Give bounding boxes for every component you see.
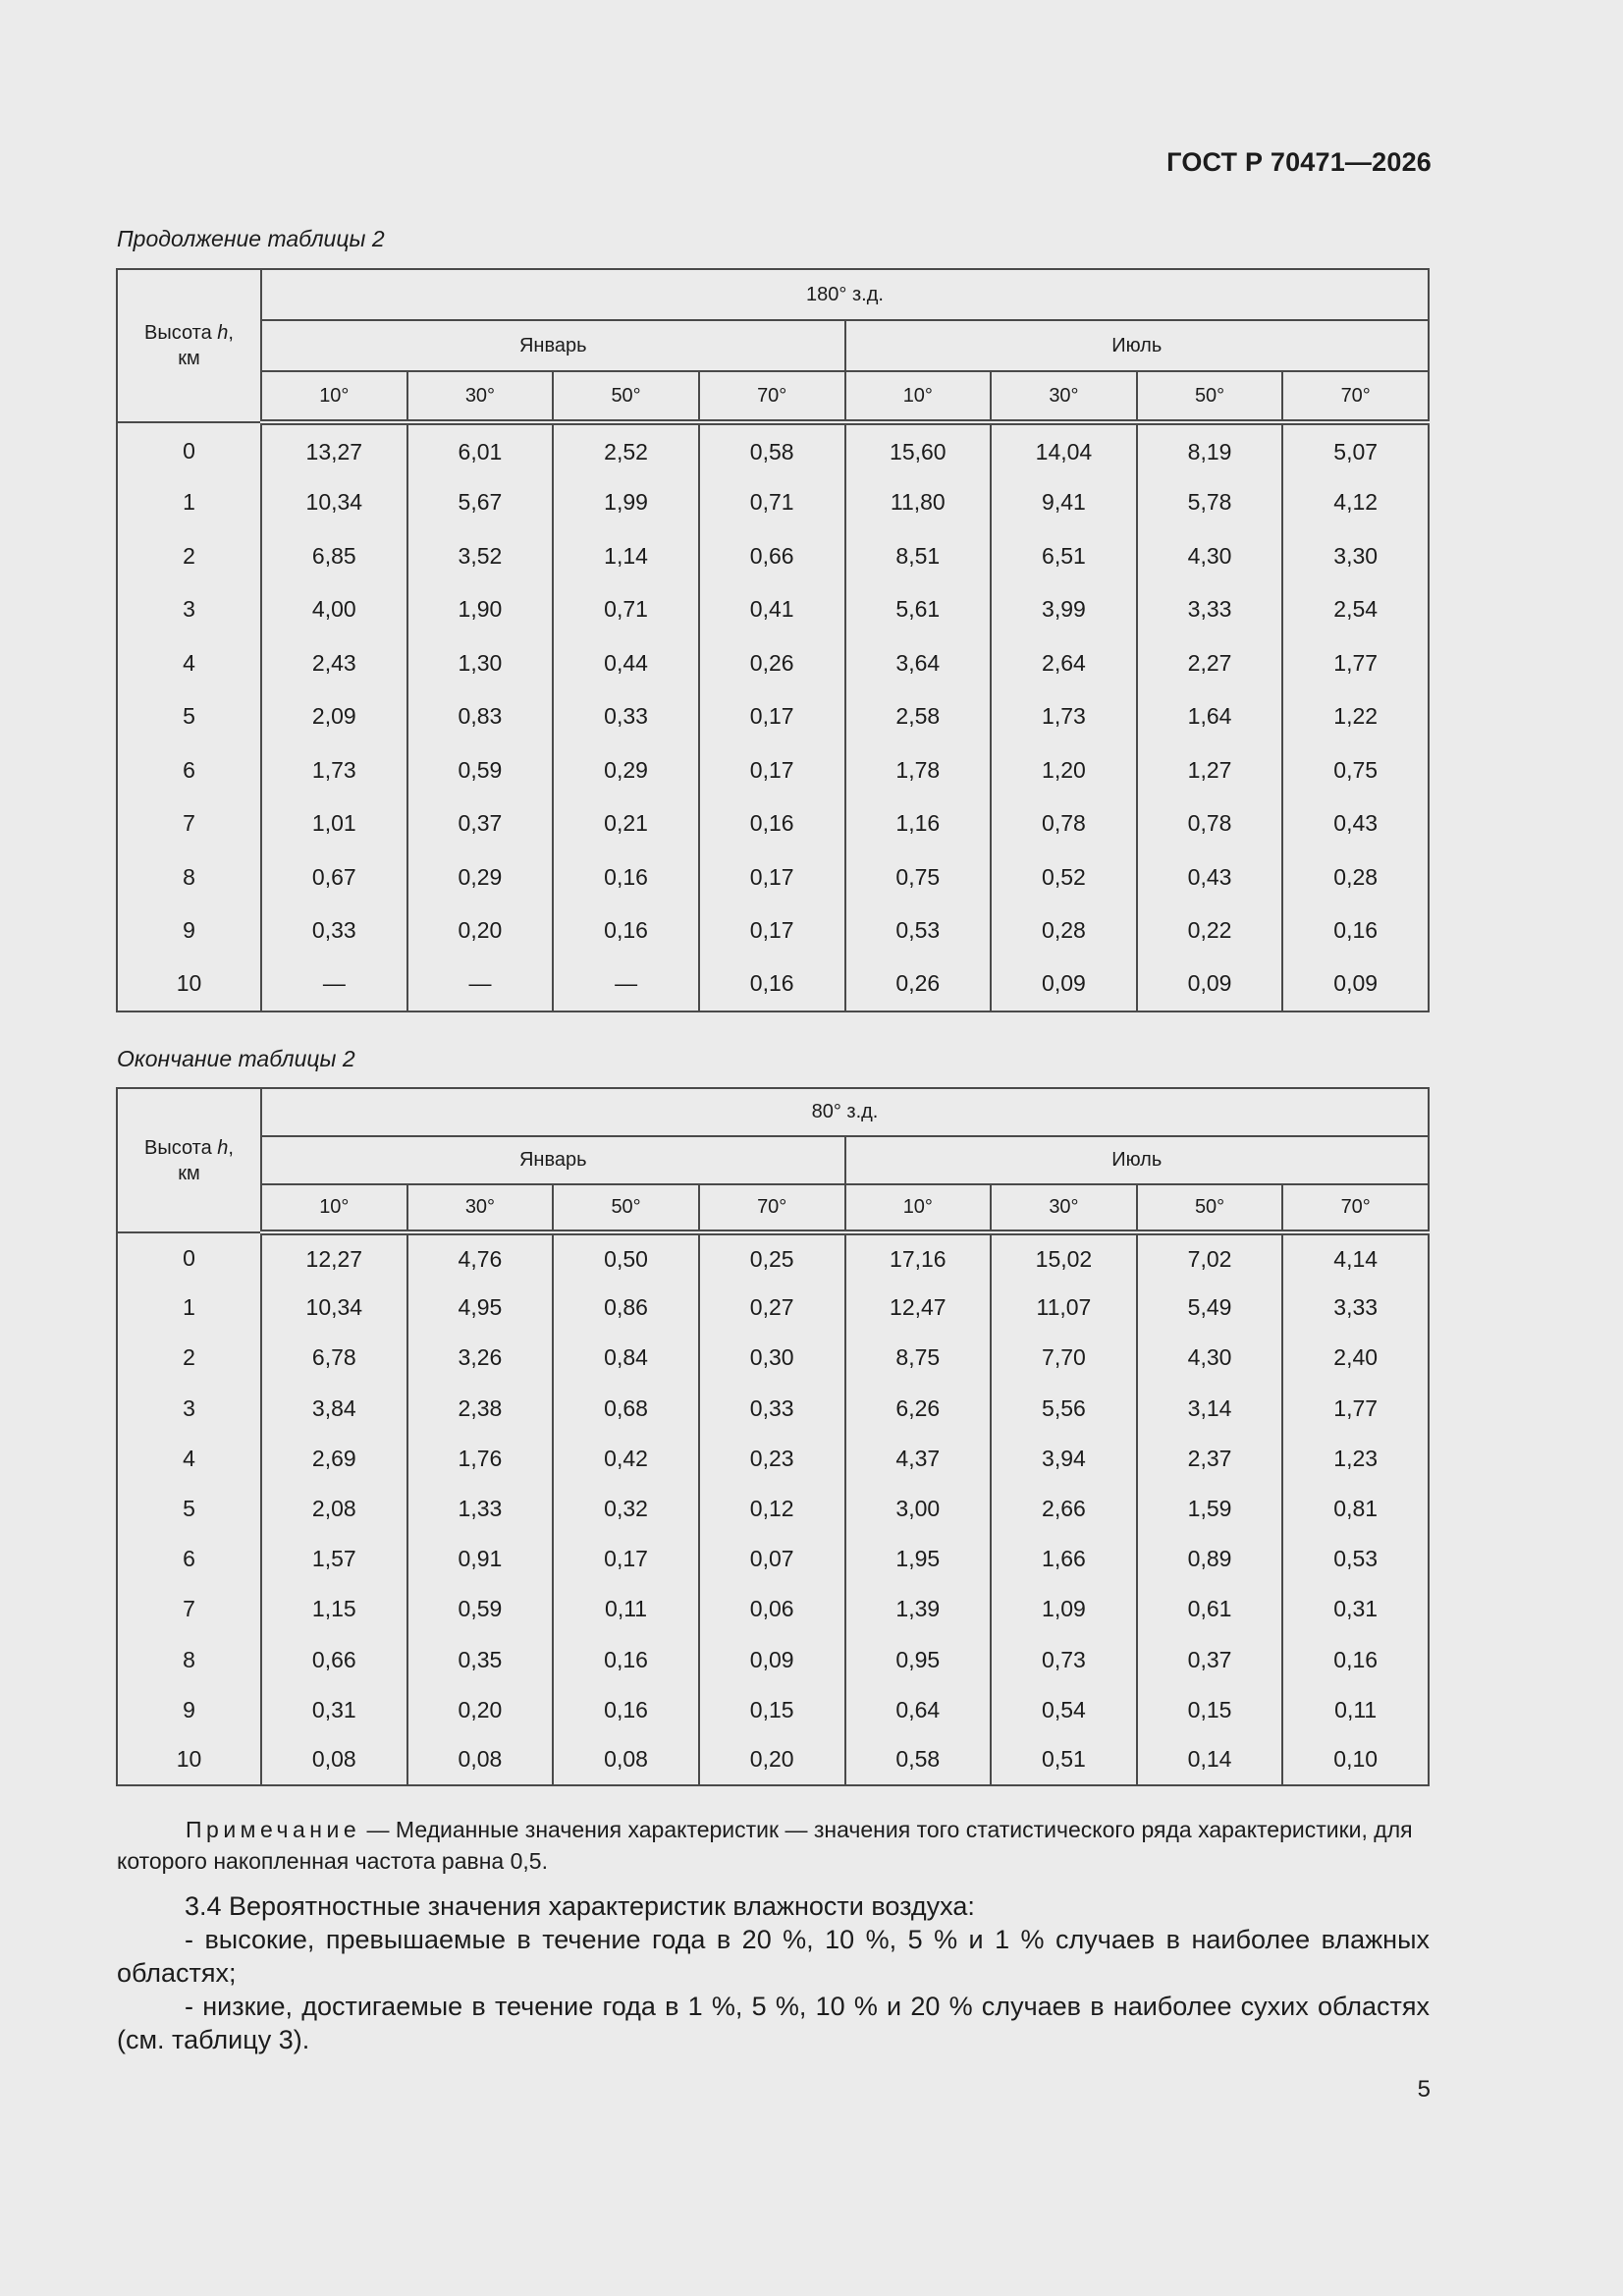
value-cell: 0,25 (699, 1232, 845, 1283)
height-cell: 5 (117, 690, 261, 744)
value-cell: 0,35 (407, 1635, 554, 1685)
value-cell: 0,42 (553, 1434, 699, 1484)
value-cell: 8,51 (845, 529, 992, 583)
height-cell: 1 (117, 476, 261, 530)
value-cell: 10,34 (261, 1283, 407, 1333)
note-label: Примечание (186, 1817, 361, 1842)
value-cell: 1,20 (991, 743, 1137, 797)
value-cell: 13,27 (261, 422, 407, 476)
value-cell: 0,51 (991, 1735, 1137, 1785)
latitude-header: 10° (261, 1184, 407, 1232)
table-row (117, 743, 1429, 797)
value-cell: 3,33 (1282, 1283, 1429, 1333)
height-cell: 8 (117, 1635, 261, 1685)
latitude-header: 50° (553, 371, 699, 422)
value-cell: 0,26 (845, 957, 992, 1011)
value-cell: 0,16 (699, 957, 845, 1011)
value-cell: 0,37 (407, 797, 554, 851)
value-cell: 2,38 (407, 1384, 554, 1434)
value-cell: 0,15 (699, 1685, 845, 1735)
value-cell: 0,17 (699, 850, 845, 904)
height-cell: 6 (117, 1534, 261, 1584)
value-cell: 3,84 (261, 1384, 407, 1434)
page-number: 5 (1417, 2076, 1431, 2103)
value-cell: 10,34 (261, 476, 407, 530)
height-cell: 4 (117, 1434, 261, 1484)
value-cell: 0,28 (991, 904, 1137, 958)
table-note (117, 1814, 1430, 1877)
value-cell: 1,77 (1282, 1384, 1429, 1434)
latitude-header: 30° (991, 371, 1137, 422)
document-code: ГОСТ Р 70471—2026 (1166, 147, 1432, 177)
value-cell: 1,73 (261, 743, 407, 797)
value-cell: 0,28 (1282, 850, 1429, 904)
value-cell: 2,40 (1282, 1333, 1429, 1383)
value-cell: 0,26 (699, 636, 845, 690)
value-cell: 3,52 (407, 529, 554, 583)
value-cell: 1,09 (991, 1584, 1137, 1634)
latitude-header: 10° (261, 371, 407, 422)
value-cell: 0,11 (553, 1584, 699, 1634)
note-text: — Медианные значения характеристик — значения того статистического ряда характеристики, для которого накопленная частота равна 0,5. (117, 1817, 1413, 1874)
value-cell: 2,54 (1282, 583, 1429, 637)
table-row (117, 476, 1429, 530)
value-cell: 0,17 (699, 690, 845, 744)
table-row (117, 797, 1429, 851)
value-cell: 6,51 (991, 529, 1137, 583)
value-cell: 12,47 (845, 1283, 992, 1333)
value-cell: 1,95 (845, 1534, 992, 1584)
value-cell: 0,81 (1282, 1484, 1429, 1534)
latitude-header: 70° (1282, 1184, 1429, 1232)
value-cell: 1,64 (1137, 690, 1283, 744)
section-heading: 3.4 Вероятностные значения характеристик влажности воздуха: (185, 1891, 975, 1921)
table1 (116, 268, 1430, 1012)
table-row (117, 1484, 1429, 1534)
table-row (117, 850, 1429, 904)
value-cell: 0,16 (1282, 904, 1429, 958)
value-cell: 9,41 (991, 476, 1137, 530)
value-cell: 0,33 (699, 1384, 845, 1434)
value-cell: 1,73 (991, 690, 1137, 744)
height-cell: 4 (117, 636, 261, 690)
value-cell: 0,54 (991, 1685, 1137, 1735)
height-cell: 10 (117, 1735, 261, 1785)
value-cell: — (261, 957, 407, 1011)
value-cell: 0,75 (1282, 743, 1429, 797)
value-cell: 0,08 (407, 1735, 554, 1785)
value-cell: 1,14 (553, 529, 699, 583)
table-row (117, 957, 1429, 1011)
value-cell: 0,73 (991, 1635, 1137, 1685)
table-row (117, 636, 1429, 690)
month-header-july: Июль (845, 1136, 1430, 1184)
value-cell: 0,78 (991, 797, 1137, 851)
value-cell: 14,04 (991, 422, 1137, 476)
value-cell: 4,00 (261, 583, 407, 637)
value-cell: 0,08 (261, 1735, 407, 1785)
value-cell: 0,44 (553, 636, 699, 690)
value-cell: 1,99 (553, 476, 699, 530)
month-header-january: Январь (261, 1136, 845, 1184)
table-row (117, 1685, 1429, 1735)
value-cell: 0,66 (699, 529, 845, 583)
value-cell: 7,02 (1137, 1232, 1283, 1283)
height-column-header: Высота h, км (117, 269, 261, 422)
value-cell: 0,53 (1282, 1534, 1429, 1584)
value-cell: 4,30 (1137, 1333, 1283, 1383)
height-cell: 0 (117, 1232, 261, 1283)
value-cell: 0,58 (845, 1735, 992, 1785)
value-cell: 0,16 (553, 904, 699, 958)
value-cell: 0,15 (1137, 1685, 1283, 1735)
value-cell: 1,77 (1282, 636, 1429, 690)
height-cell: 3 (117, 583, 261, 637)
value-cell: 0,08 (553, 1735, 699, 1785)
value-cell: 0,71 (553, 583, 699, 637)
month-header-july: Июль (845, 320, 1430, 371)
longitude-header: 80° з.д. (261, 1088, 1429, 1136)
table-row (117, 1232, 1429, 1283)
value-cell: 0,20 (407, 1685, 554, 1735)
value-cell: 0,66 (261, 1635, 407, 1685)
value-cell: 8,75 (845, 1333, 992, 1383)
value-cell: 12,27 (261, 1232, 407, 1283)
table1-body (117, 422, 1429, 1011)
value-cell: 17,16 (845, 1232, 992, 1283)
value-cell: 0,09 (699, 1635, 845, 1685)
latitude-header-row (117, 1184, 1429, 1232)
value-cell: 1,76 (407, 1434, 554, 1484)
value-cell: 0,17 (699, 904, 845, 958)
value-cell: 8,19 (1137, 422, 1283, 476)
value-cell: 0,22 (1137, 904, 1283, 958)
value-cell: 0,52 (991, 850, 1137, 904)
value-cell: 0,58 (699, 422, 845, 476)
value-cell: 15,60 (845, 422, 992, 476)
value-cell: 0,12 (699, 1484, 845, 1534)
value-cell: 0,17 (553, 1534, 699, 1584)
value-cell: 5,67 (407, 476, 554, 530)
height-column-header: Высота h, км (117, 1088, 261, 1232)
latitude-header: 30° (407, 1184, 554, 1232)
value-cell: 1,30 (407, 636, 554, 690)
value-cell: 0,16 (553, 1635, 699, 1685)
value-cell: 0,83 (407, 690, 554, 744)
value-cell: — (407, 957, 554, 1011)
value-cell: 0,23 (699, 1434, 845, 1484)
value-cell: 1,15 (261, 1584, 407, 1634)
height-cell: 2 (117, 529, 261, 583)
value-cell: 11,80 (845, 476, 992, 530)
value-cell: 0,16 (553, 850, 699, 904)
value-cell: 0,16 (699, 797, 845, 851)
value-cell: 5,56 (991, 1384, 1137, 1434)
height-cell: 7 (117, 1584, 261, 1634)
value-cell: 4,14 (1282, 1232, 1429, 1283)
value-cell: 0,11 (1282, 1685, 1429, 1735)
table-row (117, 1584, 1429, 1634)
value-cell: 0,20 (407, 904, 554, 958)
value-cell: 0,33 (553, 690, 699, 744)
value-cell: 0,84 (553, 1333, 699, 1383)
value-cell: 0,07 (699, 1534, 845, 1584)
value-cell: 5,61 (845, 583, 992, 637)
value-cell: 1,59 (1137, 1484, 1283, 1534)
value-cell: 0,29 (553, 743, 699, 797)
value-cell: 3,14 (1137, 1384, 1283, 1434)
value-cell: 0,31 (261, 1685, 407, 1735)
table-row (117, 904, 1429, 958)
value-cell: 0,91 (407, 1534, 554, 1584)
value-cell: 0,31 (1282, 1584, 1429, 1634)
table-row (117, 529, 1429, 583)
value-cell: 0,09 (1137, 957, 1283, 1011)
value-cell: 15,02 (991, 1232, 1137, 1283)
value-cell: 0,64 (845, 1685, 992, 1735)
height-cell: 9 (117, 904, 261, 958)
value-cell: 0,59 (407, 743, 554, 797)
latitude-header: 70° (699, 371, 845, 422)
value-cell: 6,78 (261, 1333, 407, 1383)
value-cell: 0,53 (845, 904, 992, 958)
table-row (117, 1333, 1429, 1383)
value-cell: 0,89 (1137, 1534, 1283, 1584)
value-cell: 1,33 (407, 1484, 554, 1534)
value-cell: 0,17 (699, 743, 845, 797)
value-cell: 0,29 (407, 850, 554, 904)
value-cell: 6,01 (407, 422, 554, 476)
table-row (117, 422, 1429, 476)
value-cell: 2,52 (553, 422, 699, 476)
section-item-low: - низкие, достигаемые в течение года в 1 %, 5 %, 10 % и 20 % случаев в наиболее сухих областях (см. таблицу 3). (117, 1992, 1430, 2054)
height-cell: 9 (117, 1685, 261, 1735)
table2 (116, 1087, 1430, 1786)
value-cell: 3,94 (991, 1434, 1137, 1484)
value-cell: 0,20 (699, 1735, 845, 1785)
value-cell: 1,90 (407, 583, 554, 637)
value-cell: 0,43 (1137, 850, 1283, 904)
value-cell: 7,70 (991, 1333, 1137, 1383)
height-cell: 2 (117, 1333, 261, 1383)
value-cell: 2,64 (991, 636, 1137, 690)
value-cell: 2,37 (1137, 1434, 1283, 1484)
value-cell: 0,43 (1282, 797, 1429, 851)
value-cell: 0,33 (261, 904, 407, 958)
section-item-high: - высокие, превышаемые в течение года в 20 %, 10 %, 5 % и 1 % случаев в наиболее влажных областях; (117, 1925, 1430, 1988)
value-cell: 1,57 (261, 1534, 407, 1584)
value-cell: 3,64 (845, 636, 992, 690)
table2-body (117, 1232, 1429, 1785)
value-cell: 0,95 (845, 1635, 992, 1685)
height-cell: 8 (117, 850, 261, 904)
value-cell: 0,21 (553, 797, 699, 851)
value-cell: 0,78 (1137, 797, 1283, 851)
latitude-header-row (117, 371, 1429, 422)
value-cell: 0,16 (1282, 1635, 1429, 1685)
latitude-header: 30° (991, 1184, 1137, 1232)
value-cell: 0,71 (699, 476, 845, 530)
value-cell: 5,07 (1282, 422, 1429, 476)
value-cell: 0,75 (845, 850, 992, 904)
value-cell: 0,32 (553, 1484, 699, 1534)
value-cell: 2,69 (261, 1434, 407, 1484)
value-cell: 1,01 (261, 797, 407, 851)
value-cell: 0,67 (261, 850, 407, 904)
height-cell: 3 (117, 1384, 261, 1434)
value-cell: 4,12 (1282, 476, 1429, 530)
value-cell: 1,22 (1282, 690, 1429, 744)
height-cell: 10 (117, 957, 261, 1011)
value-cell: 2,08 (261, 1484, 407, 1534)
latitude-header: 10° (845, 1184, 992, 1232)
value-cell: 0,09 (1282, 957, 1429, 1011)
value-cell: 3,00 (845, 1484, 992, 1534)
table-row (117, 1283, 1429, 1333)
value-cell: 0,68 (553, 1384, 699, 1434)
value-cell: 0,86 (553, 1283, 699, 1333)
latitude-header: 50° (1137, 1184, 1283, 1232)
value-cell: 0,14 (1137, 1735, 1283, 1785)
table-row (117, 1434, 1429, 1484)
table-row (117, 583, 1429, 637)
height-cell: 0 (117, 422, 261, 476)
latitude-header: 50° (1137, 371, 1283, 422)
value-cell: 6,26 (845, 1384, 992, 1434)
table-row (117, 1384, 1429, 1434)
table-row (117, 1735, 1429, 1785)
value-cell: 11,07 (991, 1283, 1137, 1333)
value-cell: 2,58 (845, 690, 992, 744)
latitude-header: 70° (699, 1184, 845, 1232)
table-row (117, 1635, 1429, 1685)
value-cell: 0,27 (699, 1283, 845, 1333)
value-cell: 0,61 (1137, 1584, 1283, 1634)
table-row (117, 1534, 1429, 1584)
value-cell: 0,50 (553, 1232, 699, 1283)
value-cell: 3,99 (991, 583, 1137, 637)
longitude-header: 180° з.д. (261, 269, 1429, 320)
value-cell: 0,59 (407, 1584, 554, 1634)
table-row (117, 690, 1429, 744)
value-cell: 3,26 (407, 1333, 554, 1383)
value-cell: 2,66 (991, 1484, 1137, 1534)
value-cell: 4,37 (845, 1434, 992, 1484)
value-cell: 5,49 (1137, 1283, 1283, 1333)
value-cell: 0,37 (1137, 1635, 1283, 1685)
table2-caption: Окончание таблицы 2 (117, 1046, 355, 1071)
value-cell: 4,76 (407, 1232, 554, 1283)
value-cell: 0,16 (553, 1685, 699, 1735)
value-cell: 3,33 (1137, 583, 1283, 637)
value-cell: 5,78 (1137, 476, 1283, 530)
latitude-header: 30° (407, 371, 554, 422)
value-cell: 2,27 (1137, 636, 1283, 690)
value-cell: 2,43 (261, 636, 407, 690)
value-cell: 0,30 (699, 1333, 845, 1383)
value-cell: 1,78 (845, 743, 992, 797)
value-cell: 1,27 (1137, 743, 1283, 797)
value-cell: 0,09 (991, 957, 1137, 1011)
value-cell: 0,41 (699, 583, 845, 637)
height-cell: 6 (117, 743, 261, 797)
latitude-header: 50° (553, 1184, 699, 1232)
value-cell: 0,06 (699, 1584, 845, 1634)
height-cell: 7 (117, 797, 261, 851)
table1-caption: Продолжение таблицы 2 (117, 226, 385, 251)
value-cell: 4,95 (407, 1283, 554, 1333)
value-cell: — (553, 957, 699, 1011)
value-cell: 4,30 (1137, 529, 1283, 583)
value-cell: 3,30 (1282, 529, 1429, 583)
value-cell: 0,10 (1282, 1735, 1429, 1785)
value-cell: 1,39 (845, 1584, 992, 1634)
value-cell: 2,09 (261, 690, 407, 744)
latitude-header: 10° (845, 371, 992, 422)
latitude-header: 70° (1282, 371, 1429, 422)
value-cell: 1,66 (991, 1534, 1137, 1584)
value-cell: 6,85 (261, 529, 407, 583)
height-cell: 5 (117, 1484, 261, 1534)
month-header-january: Январь (261, 320, 845, 371)
height-cell: 1 (117, 1283, 261, 1333)
value-cell: 1,16 (845, 797, 992, 851)
value-cell: 1,23 (1282, 1434, 1429, 1484)
